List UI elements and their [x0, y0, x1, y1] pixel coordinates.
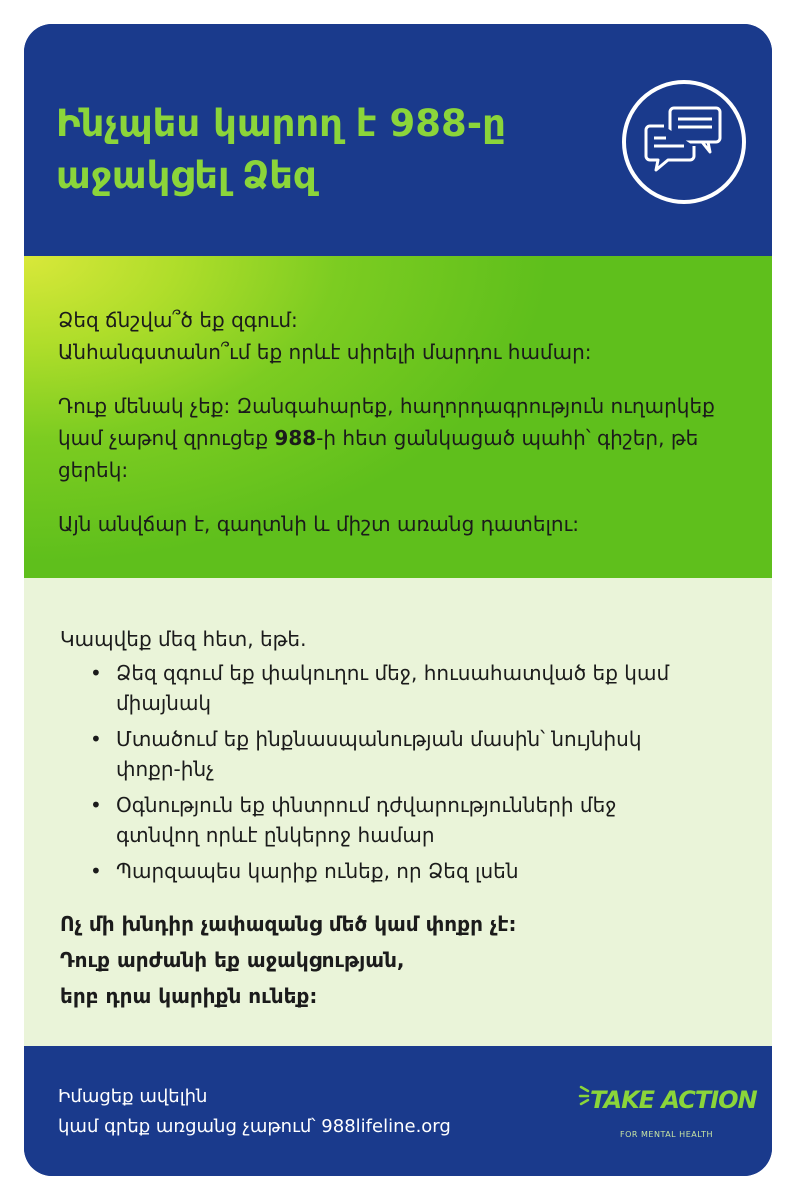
list-item-text: Օգնություն եք փնտրում դժվարությունների մեջ գտնվող որևէ ընկերոջ համար — [116, 793, 617, 847]
bullet-icon: • — [90, 727, 102, 751]
take-action-logo — [580, 1082, 757, 1158]
support-text-after: -ի հետ ցանկացած պահի՝ գիշեր, թե ցերեկ: — [58, 426, 699, 482]
question-line-2: Անհանգստանո՞ւմ եք որևէ սիրելի մարդու համար: — [58, 340, 592, 364]
closing-statement — [60, 906, 740, 1014]
bullet-icon: • — [90, 859, 102, 883]
chat-bubbles-icon — [622, 80, 746, 204]
intro-section — [24, 256, 772, 578]
list-item — [60, 658, 700, 718]
lifeline-number: 988 — [274, 426, 317, 450]
list-item — [60, 856, 700, 886]
bullet-icon: • — [90, 793, 102, 817]
bullet-icon: • — [90, 661, 102, 685]
header-banner — [24, 24, 772, 256]
list-item-text: Մտածում եք ինքնասպանության մասին՝ նույնիսկ փոքր-ինչ — [116, 727, 642, 781]
intro-reassurance: Այն անվճար է, գաղտնի և միշտ առանց դատելու: — [58, 512, 580, 536]
closing-line-3: երբ դրա կարիքն ունեք: — [60, 984, 318, 1008]
chat-bubbles-svg — [644, 104, 724, 180]
intro-text — [58, 304, 738, 562]
contact-lead: Կապվեք մեզ հետ, եթե. — [60, 627, 307, 651]
contact-section — [24, 578, 772, 1046]
support-text-before: Դուք մենակ չեք: Զանգահարեք, հաղորդագրություն ուղարկեք կամ չաթով զրուցեք — [58, 394, 715, 450]
footer-line-2[interactable]: կամ գրեք առցանց չաթում՝ 988lifeline.org — [58, 1116, 451, 1137]
logo-main-text: TAKE ACTION — [590, 1086, 757, 1114]
question-line-1: Ձեզ ճնշվա՞ծ եք զգում: — [58, 308, 298, 332]
list-item — [60, 790, 700, 850]
page-title: Ինչպես կարող է 988-ը աջակցել Ձեզ — [56, 102, 506, 197]
contact-list — [60, 658, 740, 886]
contact-text — [60, 624, 740, 1014]
list-item — [60, 724, 700, 784]
footer-text — [58, 1082, 451, 1142]
footer-banner — [24, 1046, 772, 1176]
logo-sub-text: FOR MENTAL HEALTH — [620, 1130, 713, 1139]
closing-line-1: Ոչ մի խնդիր չափազանց մեծ կամ փոքր չէ: — [60, 912, 517, 936]
list-item-text: Պարզապես կարիք ունեք, որ Ձեզ լսեն — [116, 859, 519, 883]
closing-line-2: Դուք արժանի եք աջակցության, — [60, 948, 405, 972]
info-card — [24, 24, 772, 1176]
intro-support — [58, 390, 738, 486]
intro-questions — [58, 304, 738, 368]
list-item-text: Ձեզ զգում եք փակուղու մեջ, հուսահատված եք կամ միայնակ — [116, 661, 670, 715]
footer-line-1: Իմացեք ավելին — [58, 1086, 208, 1107]
